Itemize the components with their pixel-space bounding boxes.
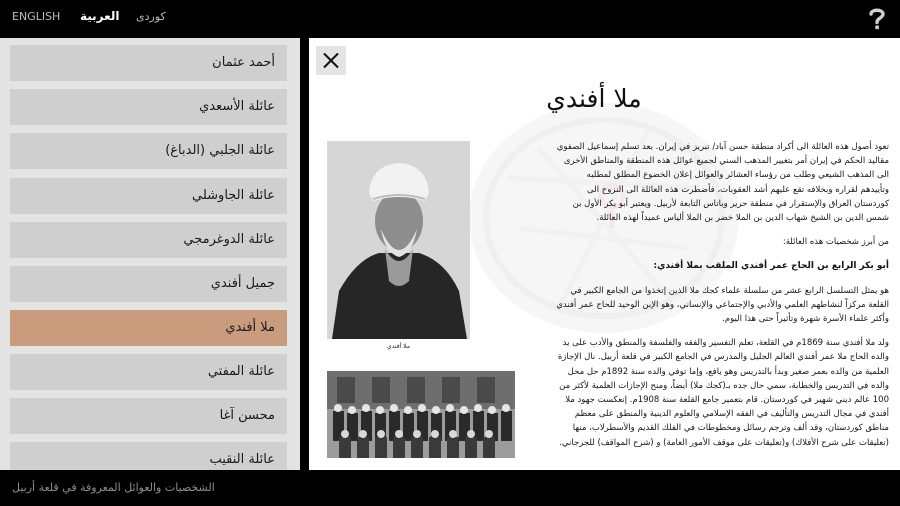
sidebar-item-mulla-effendi[interactable]: ملا أفندي: [10, 310, 287, 346]
sidebar-item-mohsen-agha[interactable]: محسن آغا: [10, 398, 287, 434]
question-mark-icon[interactable]: [866, 6, 888, 32]
portrait-caption: ملا أفندي: [387, 343, 410, 350]
language-kurdish[interactable]: كوردى: [136, 10, 166, 23]
close-button[interactable]: [316, 46, 346, 75]
sidebar-item-mufti-family[interactable]: عائلة المفتي: [10, 354, 287, 390]
article-title: ملا أفندي: [546, 84, 642, 113]
article-paragraph: ولد ملا أفندي سنة 1869م في القلعة، تعلم التفسير والفقه والفلسفة والمنطق والأدب على يد والده الحاج ملا عمر أفندي العالم الجليل والمدرس في الجامع الكبير في قلعة أربيل. نال الإجازة العلمية من والده بعمر صغير وبدأ بالتدريس وهو يافع، وإما توفي والده سنة 1892م حل محل والده في التدريس والخطابة، سمي حال جده بـ(كجك ملا) أيضاً، ومنح الإجازات العلمية لأكثر من 100 عالم ديني شهير في كوردستان. قام بتعمير جامع القلعة سنة 1908م. إنعكست جهود ملا أفندي في مجال التدريس والتأليف في الفقه الإسلامي والعلوم الدينية والمنطق على معظم مناطق كوردستان، وقد ألف وترجم رسائل ومخطوطات في الفلك القديم والأسطرلاب، منها (تعليقات على شرح الأفلاك) و(تعليقات على موقف الأمور العامة) و (شرح المواقف) للجرجاني.: [557, 338, 889, 448]
sidebar-item-doghramachi-family[interactable]: عائلة الدوغرمجي: [10, 222, 287, 258]
sidebar-item-jawshli-family[interactable]: عائلة الجاوشلي: [10, 178, 287, 214]
sidebar-item-ahmed-othman[interactable]: أحمد عثمان: [10, 45, 287, 81]
language-arabic[interactable]: العربية: [80, 9, 120, 23]
article-paragraph: تعود أصول هذه العائلة الى أكراد منطقة حسن آباد/ تبريز في إيران. بعد تسلم إسماعيل الصفوي مقاليد الحكم في إيران أمر بتغيير المذهب السني لجميع عوائل هذه المنطقة والمناطق الأخرى الى المذهب الشيعي وطلب من رؤساء العشائر والعوائل إعلان الخضوع المطلق لمطلبه وتأييدهم لقراره وبخلافه تقع عليهم أشد العقوبات، فأضطرت هذه العائلة الى النزوح الى كوردستان العراق والإستقرار في منطقة حرير وباتاس التابعة لأربيل. ويعتبر أبو بكر الأول بن شمس الدين بن الشيخ شهاب الدين بن الملا خضر بن الملا ألياس عميداً لهذه العائلة.: [556, 142, 889, 224]
footer-title: الشخصيات والعوائل المعروفة في قلعة أربيل: [12, 481, 215, 494]
article-panel[interactable]: [309, 38, 900, 470]
sidebar-item-asaadi-family[interactable]: عائلة الأسعدي: [10, 89, 287, 125]
sidebar-item-chalabi-family[interactable]: عائلة الجلبي (الدباغ): [10, 133, 287, 169]
article-body: [556, 140, 889, 450]
article-paragraph: من أبرز شخصيات هذه العائلة:: [782, 237, 889, 248]
sidebar: [0, 38, 300, 470]
language-english[interactable]: ENGLISH: [12, 10, 61, 23]
sidebar-item-naqib-family[interactable]: عائلة النقيب: [10, 442, 287, 470]
sidebar-item-jamil-effendi[interactable]: جميل أفندي: [10, 266, 287, 302]
group-photo: [327, 371, 515, 458]
close-icon: [316, 46, 346, 75]
footer-bar: [0, 470, 900, 506]
portrait-photo: [327, 141, 470, 339]
top-bar: [0, 0, 900, 38]
article-subheading: أبو بكر الرابع بن الحاج عمر أفندي الملقب بملا أفندي:: [653, 261, 889, 272]
article-paragraph: هو يمثل التسلسل الرابع عشر من سلسلة علماء كجك ملا الذين إتخذوا من الجامع الكبير في القلعة مركزاً لنشاطهم العلمي والأدبي والإجتماعي والإنساني، وهو الإبن الوحيد للحاج عمر أفندي وأكثر علماء الأسرة شهرة وتأثيراً حتى هذا اليوم.: [556, 285, 889, 325]
